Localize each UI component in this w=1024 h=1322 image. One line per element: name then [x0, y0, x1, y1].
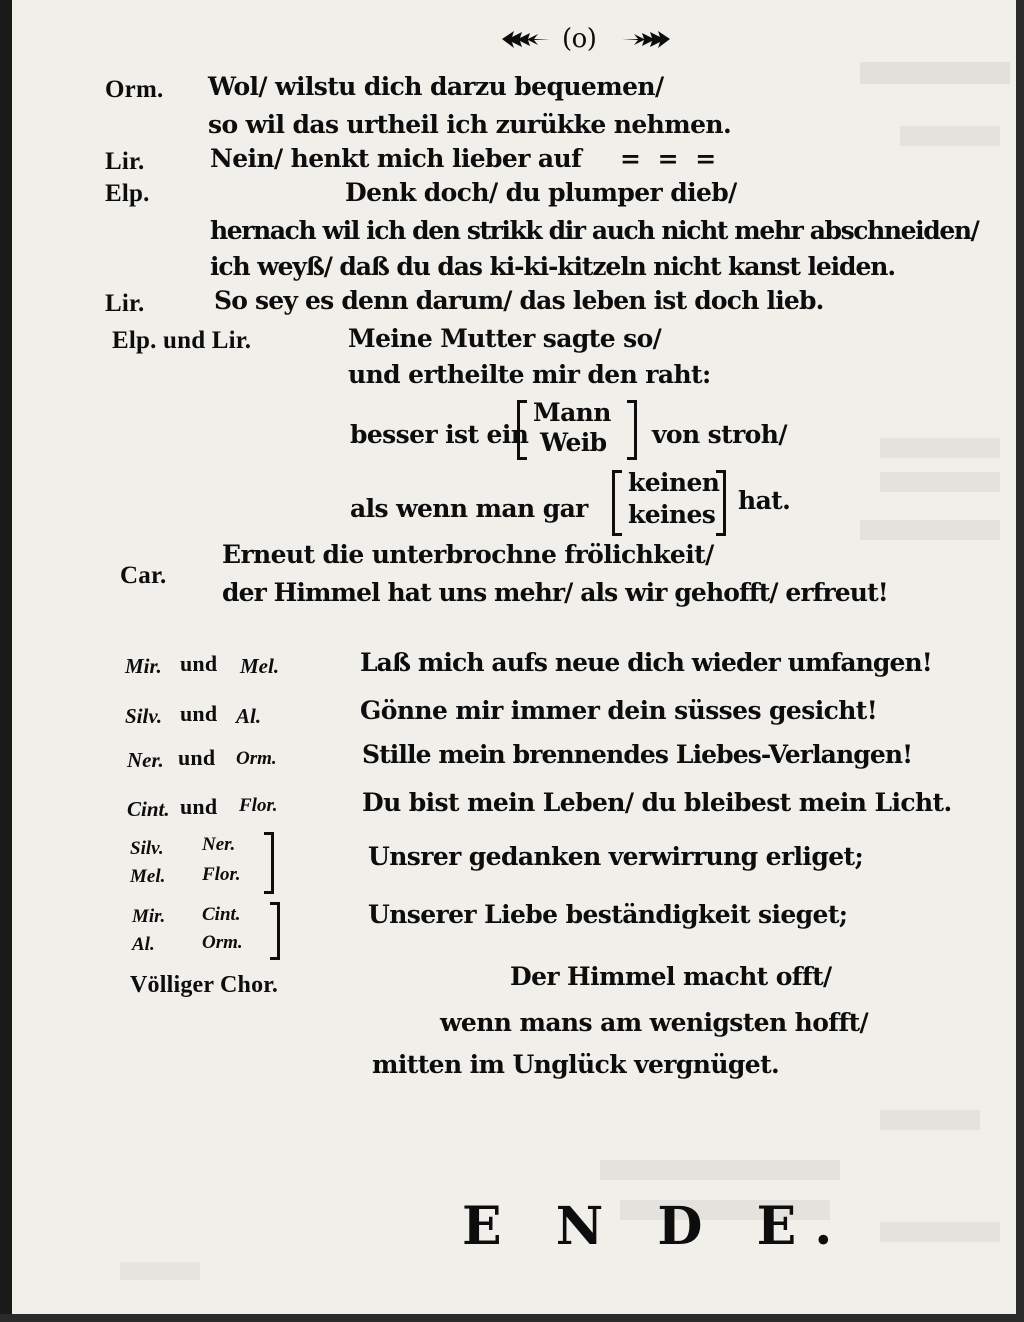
verse-line: der Himmel hat uns mehr/ als wir gehofft/ erfreut!: [222, 578, 888, 607]
option-word: keines: [628, 500, 716, 529]
verse-line: so wil das urtheil ich zurükke nehmen.: [208, 110, 732, 139]
printer-ornament-right-icon: [620, 28, 672, 50]
bracket-left: [612, 470, 622, 536]
scan-border-left: [0, 0, 12, 1322]
speaker-label: Völliger Chor.: [130, 972, 279, 998]
speaker-label: Car.: [120, 562, 167, 589]
speaker-label: Orm.: [105, 76, 164, 103]
verse-line: Unserer Liebe beständigkeit sieget;: [368, 900, 848, 929]
scan-border-right: [1016, 0, 1024, 1322]
printer-ornament-left-icon: [500, 28, 552, 50]
verse-line: Wol/ wilstu dich darzu bequemen/: [208, 72, 664, 101]
verse-line: Stille mein brennendes Liebes-Verlangen!: [362, 740, 913, 769]
verse-line: mitten im Unglück vergnüget.: [372, 1050, 780, 1079]
speaker-label: Elp.: [105, 180, 150, 207]
speaker-label: Lir.: [105, 148, 145, 175]
book-page: (o) Orm. Wol/ wilstu dich darzu bequemen/ so wil das urtheil ich zurükke nehmen. Lir. Nein/ henkt mich lieber auf = = = Elp. Denk doch/ du plumper dieb/ hernach wil ich den strikk dir auch nicht mehr abschneiden/ ich weyß/ daß du das ki-ki-kitzeln nicht kanst leiden. Lir. So sey es denn darum/ das leben ist doch lieb. Elp. und Lir. Meine Mutter sagte so/ und ertheilte mir den raht: besser ist ein Mann Weib von stroh/ als wenn man gar keinen keines hat. Car. Erneut die unterbrochne frölichkeit/ der Himmel hat uns mehr/ als wir gehofft/ erfreut! Mir. und Mel. Laß mich aufs neue dich wieder umfangen! Silv. und Al. Gönne mir immer dein süsses gesicht! Ner. und Orm. Stille mein brennendes Liebes-Verlangen! Cint. und Flor. Du bist mein Leben/ du bleibest mein Licht. Silv. Ner. Mel. Flor. Unsrer gedanken verwirrung erliget; Mir. Cint. Al. Orm. Unserer Liebe beständigkeit sieget; Völliger Chor. Der Himmel macht offt/ wenn mans am wenigsten hofft/ mitten im Unglück vergnüget. E N D E.: [0, 0, 1024, 1322]
verse-line: ich weyß/ daß du das ki-ki-kitzeln nicht kanst leiden.: [210, 252, 895, 281]
verse-line: Nein/ henkt mich lieber auf: [210, 144, 582, 173]
ende-closing-word: E N D E.: [462, 1196, 851, 1257]
verse-line: Du bist mein Leben/ du bleibest mein Licht.: [362, 788, 952, 817]
verse-line: Der Himmel macht offt/: [510, 962, 832, 991]
scan-border-bottom: [0, 1314, 1024, 1322]
page-header: [500, 22, 680, 58]
verse-line: So sey es denn darum/ das leben ist doch lieb.: [214, 286, 824, 315]
dash-mark: = = =: [620, 144, 721, 173]
verse-line: Erneut die unterbrochne frölichkeit/: [222, 540, 714, 569]
verse-line: Gönne mir immer dein süsses gesicht!: [360, 696, 878, 725]
verse-line: Unsrer gedanken verwirrung erliget;: [368, 842, 864, 871]
bracket-right: [627, 400, 637, 460]
verse-line: Laß mich aufs neue dich wieder umfangen!: [360, 648, 932, 677]
bracket-right: [264, 832, 274, 894]
speaker-label: Elp. und Lir.: [112, 327, 252, 354]
verse-line: Denk doch/ du plumper dieb/: [345, 178, 737, 207]
bracket-left: [517, 400, 527, 460]
verse-line: und ertheilte mir den raht:: [348, 360, 711, 389]
option-word: keinen: [628, 468, 720, 497]
bracket-right: [716, 470, 726, 536]
option-word: Mann: [533, 398, 611, 427]
page-number: (o): [562, 24, 597, 54]
verse-line: Meine Mutter sagte so/: [348, 324, 662, 353]
verse-line: wenn mans am wenigsten hofft/: [440, 1008, 869, 1037]
bracket-right: [270, 902, 280, 960]
speaker-label: Lir.: [105, 290, 145, 317]
verse-line: hernach wil ich den strikk dir auch nicht mehr abschneiden/: [210, 216, 979, 245]
option-word: Weib: [540, 428, 607, 457]
